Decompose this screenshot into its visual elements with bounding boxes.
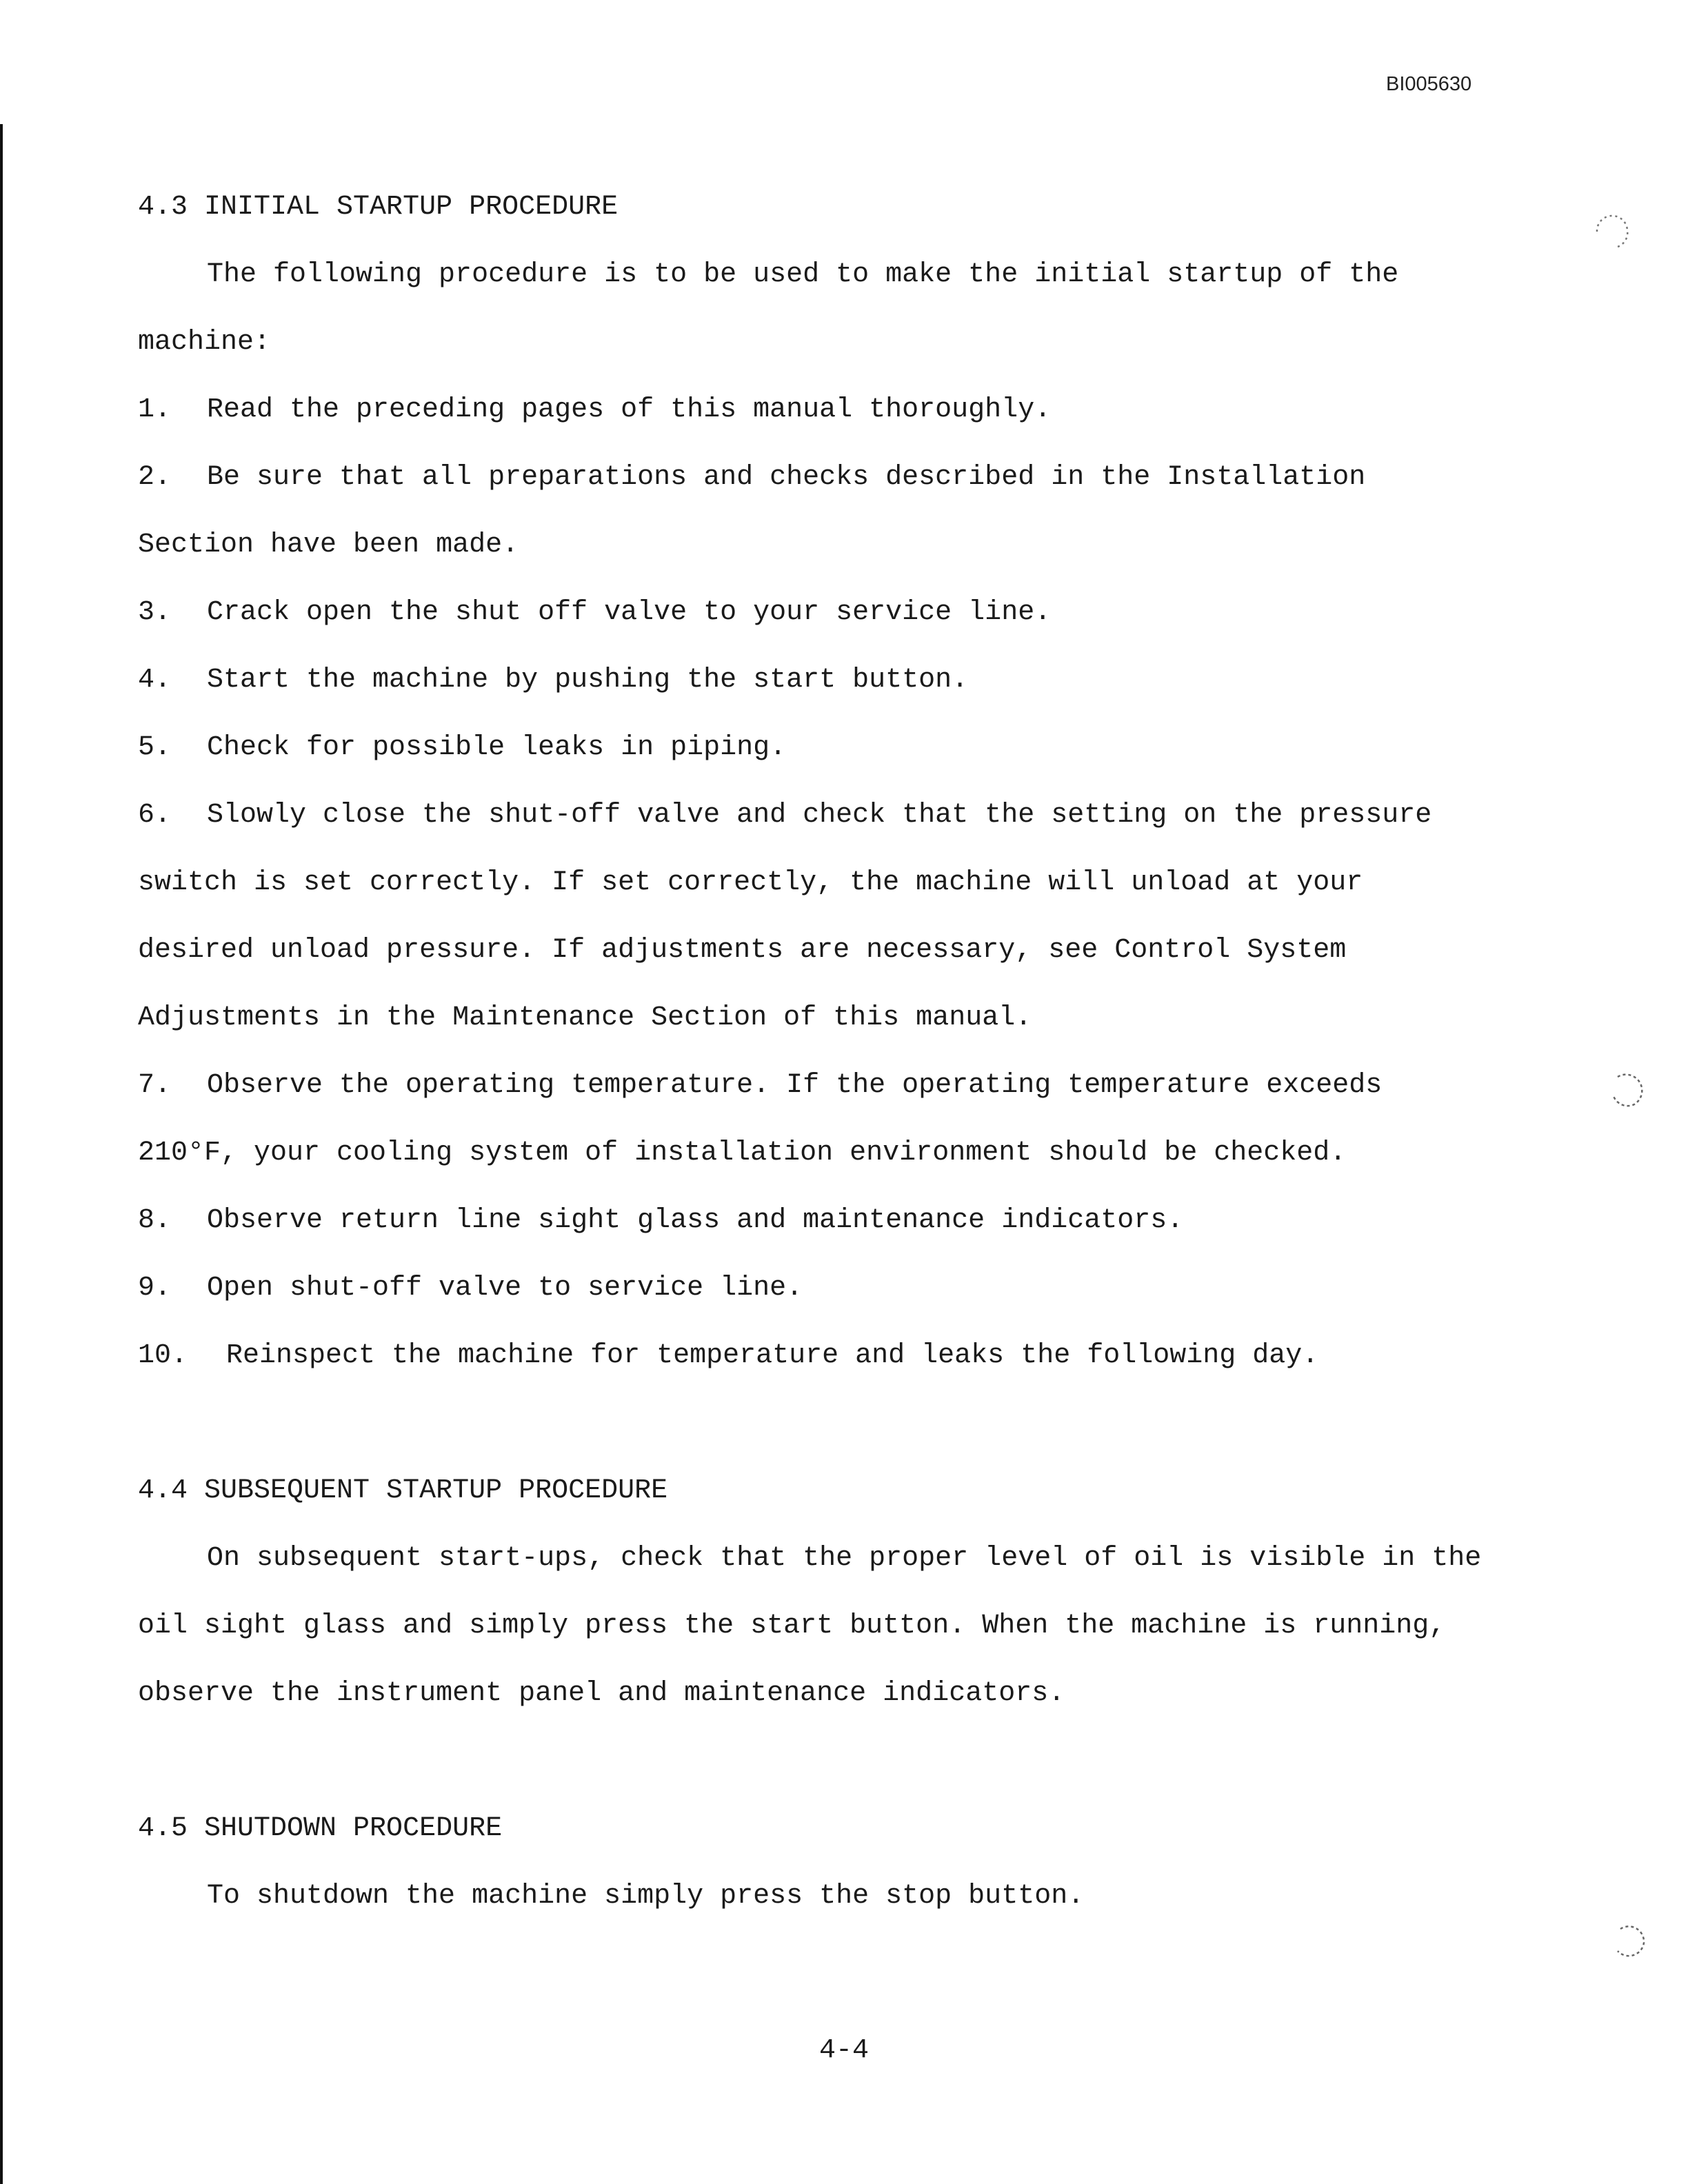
list-item	[138, 782, 1489, 849]
list-item	[138, 579, 1489, 647]
list-item-continuation: 210°F, your cooling system of installation environment should be checked.	[138, 1138, 1347, 1169]
list-item-number: 3.	[138, 597, 172, 628]
page-number: 4-4	[818, 2035, 869, 2066]
list-item-text: Crack open the shut off valve to your service line.	[207, 597, 1052, 628]
list-item-text: Read the preceding pages of this manual thoroughly.	[207, 394, 1052, 425]
list-item-number: 1.	[138, 394, 172, 425]
list-item-number: 4.	[138, 665, 172, 696]
section-intro: The following procedure is to be used to make the initial startup of the machine:	[138, 259, 1399, 358]
list-item-continuation: desired unload pressure. If adjustments are necessary, see Control System	[138, 935, 1347, 966]
list-item-number: 10.	[138, 1340, 188, 1371]
list-item	[138, 444, 1489, 512]
punch-hole-icon	[1604, 1069, 1648, 1113]
list-item	[138, 714, 1489, 782]
section-paragraph: To shutdown the machine simply press the stop button.	[207, 1881, 1085, 1912]
list-item	[138, 1052, 1489, 1120]
list-item	[138, 1187, 1489, 1255]
list-item	[138, 376, 1489, 444]
list-item-text: Reinspect the machine for temperature and leaks the following day.	[226, 1340, 1319, 1371]
list-item-continuation: Adjustments in the Maintenance Section of this manual.	[138, 1002, 1032, 1033]
document-body	[138, 174, 1489, 1930]
list-item-number: 9.	[138, 1273, 172, 1304]
list-item	[138, 1322, 1489, 1390]
list-item-number: 7.	[138, 1070, 172, 1101]
list-item-number: 8.	[138, 1205, 172, 1236]
list-item	[138, 1255, 1489, 1322]
list-item-text: Check for possible leaks in piping.	[207, 732, 787, 763]
list-item-text: Observe the operating temperature. If the operating temperature exceeds	[207, 1070, 1383, 1101]
section-heading-4-5: 4.5 SHUTDOWN PROCEDURE	[138, 1813, 503, 1844]
section-spacer	[138, 1390, 1489, 1457]
list-item-number: 2.	[138, 462, 172, 493]
punch-hole-icon	[1609, 1919, 1654, 1963]
list-item-number: 5.	[138, 732, 172, 763]
section-spacer	[138, 1728, 1489, 1795]
list-item-text: Start the machine by pushing the start button.	[207, 665, 969, 696]
section-paragraph: On subsequent start-ups, check that the proper level of oil is visible in the oil sight glass and simply press the start button. When the machine is running, observe the instrument panel and maintenance indicators.	[138, 1543, 1482, 1709]
list-item-continuation: switch is set correctly. If set correctly, the machine will unload at your	[138, 867, 1363, 898]
section-heading-4-4: 4.4 SUBSEQUENT STARTUP PROCEDURE	[138, 1475, 668, 1506]
document-id: BI005630	[1386, 73, 1472, 95]
list-item-continuation: Section have been made.	[138, 529, 519, 560]
list-item-number: 6.	[138, 800, 172, 831]
list-item-text: Slowly close the shut-off valve and check that the setting on the pressure	[207, 800, 1432, 831]
scan-page-edge	[0, 124, 3, 2184]
punch-hole-icon	[1590, 211, 1634, 255]
list-item-text: Be sure that all preparations and checks described in the Installation	[207, 462, 1366, 493]
list-item-text: Observe return line sight glass and maintenance indicators.	[207, 1205, 1184, 1236]
section-heading-4-3: 4.3 INITIAL STARTUP PROCEDURE	[138, 192, 619, 223]
list-item	[138, 647, 1489, 714]
list-item-text: Open shut-off valve to service line.	[207, 1273, 803, 1304]
